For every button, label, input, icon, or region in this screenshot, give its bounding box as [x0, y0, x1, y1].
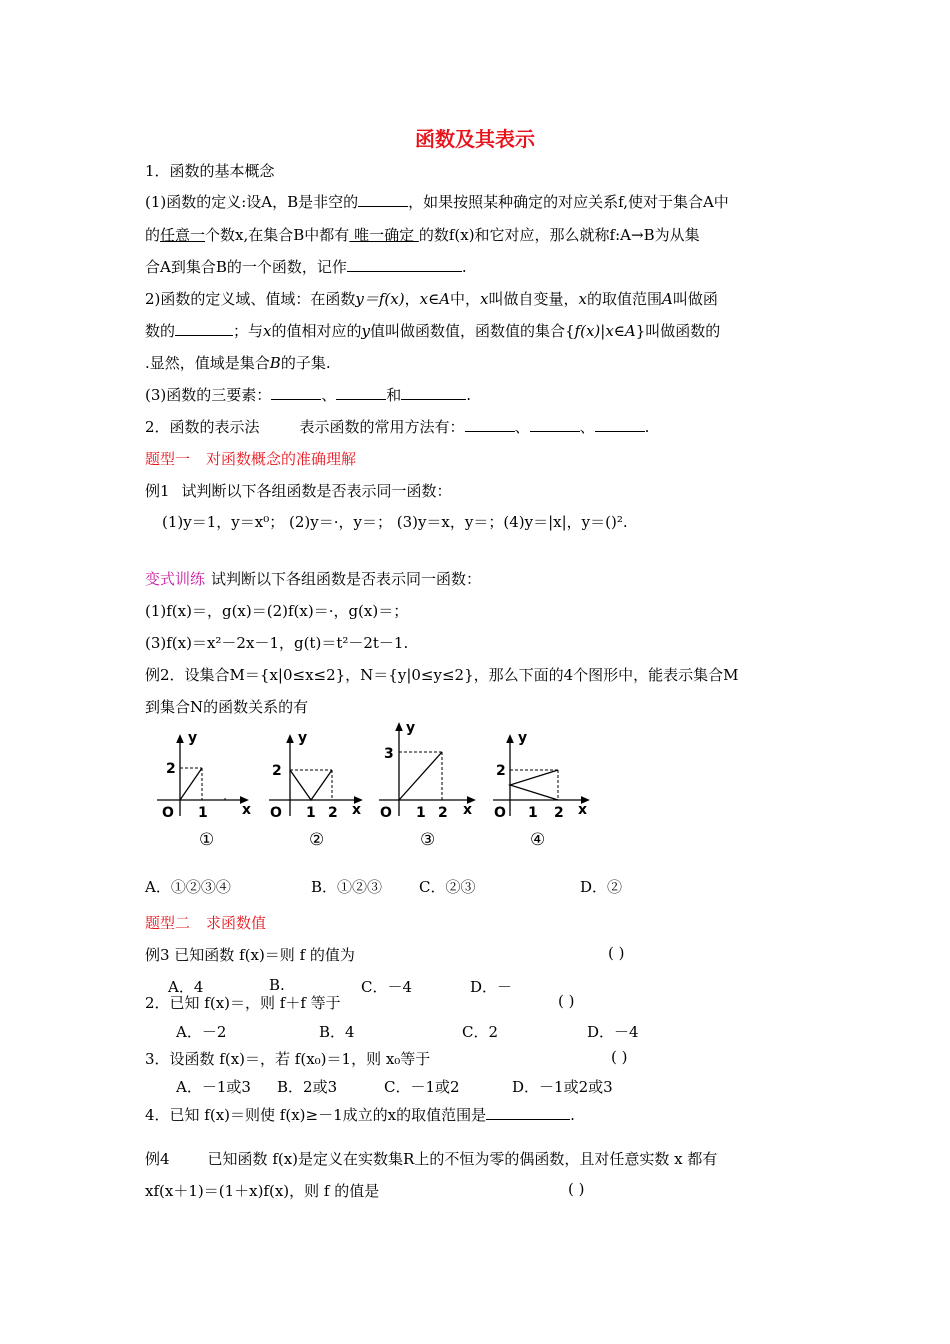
text: 、	[514, 418, 530, 436]
graph-curve	[510, 770, 558, 800]
option-B: B．①②③	[311, 878, 383, 896]
tick-label: 1	[198, 805, 208, 821]
option-C: C．－1或2	[384, 1078, 460, 1096]
math: x∈A	[419, 290, 451, 308]
q2-stem: 2．已知 f(x)＝，则 f＋f 等于	[145, 994, 341, 1012]
option-B: B．4	[319, 1023, 355, 1041]
text: 的值相对应的	[271, 322, 362, 340]
tick-label: 2	[328, 805, 338, 821]
graph-2	[262, 728, 372, 823]
example4-line2: xf(x＋1)＝(1＋x)f(x)，则 f 的值是	[145, 1182, 380, 1200]
origin-label: O	[162, 805, 174, 821]
axis-label-x: x	[463, 802, 473, 818]
tick-label: 1	[416, 805, 426, 821]
example4-line1	[145, 1148, 717, 1169]
q4-line	[145, 1104, 575, 1125]
text: .显然，值域是集合	[145, 354, 270, 372]
text: 、	[321, 386, 337, 404]
text: .	[466, 386, 472, 404]
option-D: D．－	[470, 978, 513, 996]
blank	[358, 192, 408, 207]
math: y	[361, 322, 370, 340]
variant-heading	[145, 568, 481, 589]
blank	[401, 385, 466, 400]
graph-curve	[399, 752, 442, 800]
answer-paren: ( )	[568, 1180, 585, 1198]
text: 已知函数 f(x)是定义在实数集R上的不恒为零的偶函数，且对任意实数 x 都有	[207, 1150, 718, 1168]
option-C: C．2	[462, 1023, 499, 1041]
graph-3	[374, 718, 484, 823]
text: .	[461, 258, 467, 276]
option-D: D．－1或2或3	[512, 1078, 613, 1096]
text: .	[570, 1106, 575, 1124]
text: 的取值范围	[587, 290, 663, 308]
domain-line3	[145, 352, 331, 373]
blank	[595, 417, 645, 432]
math: x	[578, 290, 587, 308]
text: 的子集.	[280, 354, 331, 372]
axis-label-x: x	[242, 802, 252, 818]
answer-paren: ( )	[608, 944, 625, 962]
graph-label-4: ④	[530, 830, 546, 850]
type-label: 题型二	[145, 914, 191, 932]
example3-stem: 例3 已知函数 f(x)＝则 f 的值为	[145, 946, 355, 964]
option-A: A．4	[168, 978, 204, 996]
text: 表示函数的常用方法有：	[299, 418, 465, 436]
example-label: 例1	[145, 482, 170, 500]
example1	[145, 480, 452, 501]
type-text: 求函数值	[206, 914, 267, 932]
tick-label: 2	[554, 805, 564, 821]
text: 个数x,在集合B中都有	[205, 226, 350, 244]
example2-line1: 例2．设集合M＝{x|0≤x≤2}，N＝{y|0≤y≤2}，那么下面的4个图形中，能表示集合M	[145, 666, 739, 684]
text: 2)函数的定义域、值域：在函数	[145, 290, 356, 308]
math: x	[263, 322, 272, 340]
origin-label: O	[270, 805, 282, 821]
text: 值叫做函数值，函数值的集合{	[370, 322, 575, 340]
variant-label: 变式训练	[145, 570, 206, 588]
type-text: 对函数概念的准确理解	[206, 450, 357, 468]
axis-label-x: x	[352, 802, 362, 818]
graph-4	[488, 728, 598, 823]
blank	[530, 417, 580, 432]
def-line1	[145, 191, 729, 212]
text: 叫做函	[672, 290, 718, 308]
def-line3	[145, 256, 467, 277]
variant-line1: (1)f(x)＝，g(x)＝(2)f(x)＝·，g(x)＝；	[145, 602, 409, 620]
underlined-text: 任意一	[160, 226, 206, 244]
text: 合A到集合B的一个函数，记作	[145, 258, 347, 276]
text: 叫做自变量，	[488, 290, 579, 308]
tick-label: 2	[272, 763, 282, 779]
example2-line2: 到集合N的函数关系的有	[145, 698, 309, 716]
tick-label: 2	[166, 761, 176, 777]
option-B: B．2或3	[277, 1078, 338, 1096]
blank	[336, 385, 386, 400]
text: 试判断以下各组函数是否表示同一函数：	[181, 482, 452, 500]
blank	[271, 385, 321, 400]
page-title: 函数及其表示	[415, 127, 535, 151]
section1-heading: 1．函数的基本概念	[145, 162, 275, 180]
three-elements	[145, 384, 471, 405]
axis-label-y: y	[518, 730, 528, 746]
option-D: D．－4	[587, 1023, 639, 1041]
blank	[347, 257, 462, 272]
section2-heading: 2．函数的表示法	[145, 418, 260, 436]
example1-items: (1)y＝1，y＝x⁰； (2)y＝·，y＝； (3)y＝x，y＝；(4)y＝|x|，y＝()².	[162, 513, 628, 531]
tick-label: 3	[384, 746, 394, 762]
example-label: 例4	[145, 1150, 170, 1168]
math: B	[269, 354, 281, 372]
option-B: B.	[269, 976, 285, 994]
text: ，	[404, 290, 420, 308]
text: 数的	[145, 322, 176, 340]
text: 4．已知 f(x)＝则使 f(x)≥－1成立的x的取值范围是	[145, 1106, 487, 1124]
variant-line2: (3)f(x)＝x²－2x－1，g(t)＝t²－2t－1.	[145, 634, 409, 652]
origin-label: O	[494, 805, 506, 821]
math: f(x)|x∈A	[574, 322, 636, 340]
tick-label: 2	[438, 805, 448, 821]
answer-paren: ( )	[611, 1048, 628, 1066]
math: y＝f(x)	[355, 290, 405, 308]
q3-stem: 3．设函数 f(x)＝，若 f(x₀)＝1，则 x₀等于	[145, 1050, 431, 1068]
graph-label-2: ②	[309, 830, 325, 850]
axis-label-x: x	[578, 802, 588, 818]
text: ，如果按照某种确定的对应关系f,使对于集合A中	[408, 193, 729, 211]
domain-line1	[145, 288, 718, 309]
text: }叫做函数的	[635, 322, 721, 340]
text: ；与	[233, 322, 264, 340]
tick-label: 2	[496, 763, 506, 779]
type2-heading	[145, 912, 266, 933]
underlined-text: 唯一确定	[349, 226, 419, 244]
option-A: A．－2	[176, 1023, 227, 1041]
def-line2	[145, 224, 700, 245]
math: A	[662, 290, 673, 308]
math: x	[480, 290, 489, 308]
option-C: C．②③	[419, 878, 476, 896]
text: (1)函数的定义:设A，B是非空的	[145, 193, 359, 211]
blank	[175, 321, 233, 336]
axis-label-y: y	[406, 720, 416, 736]
text: 的数f(x)和它对应，那么就称f:A→B为从集	[418, 226, 700, 244]
graph-label-3: ③	[420, 830, 436, 850]
text: .	[644, 418, 650, 436]
tick-label: 1	[528, 805, 538, 821]
blank	[465, 417, 515, 432]
domain-line2	[145, 320, 720, 341]
text: 的	[145, 226, 161, 244]
axis-label-y: y	[298, 730, 308, 746]
answer-paren: ( )	[558, 992, 575, 1010]
option-C: C．－4	[361, 978, 413, 996]
type1-heading	[145, 448, 356, 469]
tick-label: 1	[306, 805, 316, 821]
blank	[486, 1105, 570, 1120]
graph-curve	[180, 768, 202, 800]
origin-label: O	[380, 805, 392, 821]
graph-label-1: ①	[199, 830, 215, 850]
text: 和	[386, 386, 402, 404]
option-D: D．②	[580, 878, 623, 896]
graph-1	[150, 728, 260, 823]
option-A: A．①②③④	[145, 878, 231, 896]
option-A: A．－1或3	[176, 1078, 251, 1096]
axis-label-y: y	[188, 730, 198, 746]
text: 中，	[450, 290, 481, 308]
text: (3)函数的三要素：	[145, 386, 272, 404]
section2-line	[145, 416, 649, 437]
graph-curve	[290, 770, 332, 800]
text: 试判断以下各组函数是否表示同一函数：	[211, 570, 482, 588]
text: 、	[579, 418, 595, 436]
type-label: 题型一	[145, 450, 191, 468]
